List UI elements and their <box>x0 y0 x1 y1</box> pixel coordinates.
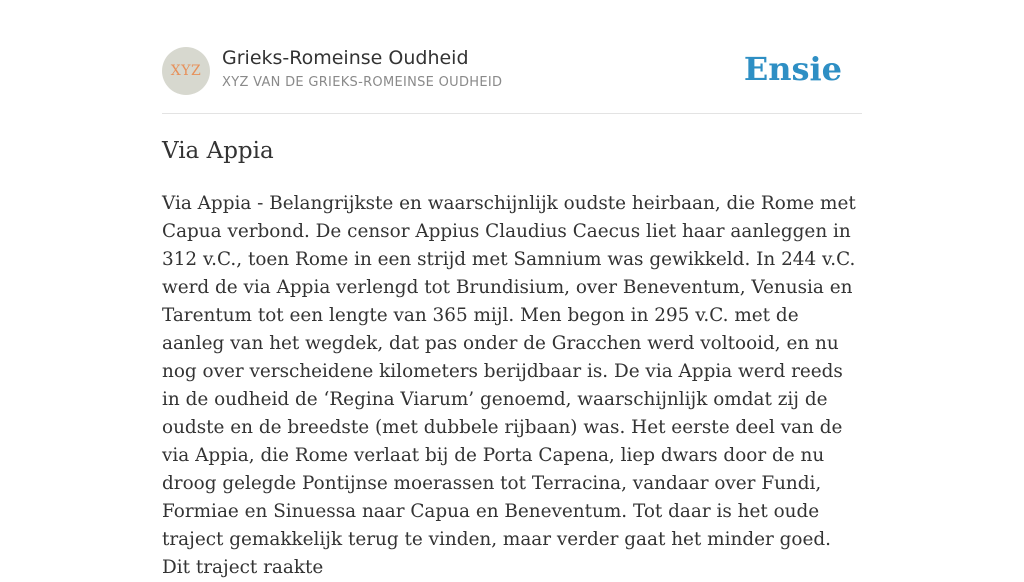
source-header <box>162 46 862 96</box>
source-name-link[interactable]: Grieks-Romeinse Oudheid <box>222 47 469 69</box>
ensie-logo-link[interactable]: Ensie <box>743 50 842 88</box>
header-divider <box>162 113 862 114</box>
article-body: Via Appia - Belangrijkste en waarschijnlijk oudste heirbaan, die Rome met Capua verbond. De censor Appius Claudius Caecus liet haar aanleggen in 312 v.C., toen Rome in een strijd met Samnium was gewikkeld. In 244 v.C. werd de via Appia verlengd tot Brundisium, over Beneventum, Venusia en Tarentum tot een lengte van 365 mijl. Men begon in 295 v.C. met de aanleg van het wegdek, dat pas onder de Gracchen werd voltooid, en nu nog over verscheidene kilometers berijdbaar is. De via Appia werd reeds in de oudheid de ‘Regina Viarum’ genoemd, waarschijnlijk omdat zij de oudste en de breedste (met dubbele rijbaan) was. Het eerste deel van de via Appia, die Rome verlaat bij de Porta Capena, liep dwars door de nu droog gelegde Pontijnse moerassen tot Terracina, vandaar over Fundi, Formiae en Sinuessa naar Capua en Beneventum. Tot daar is het oude traject gemakkelijk terug te vinden, maar verder gaat het minder goed. Dit traject raakte <box>162 193 856 578</box>
source-avatar[interactable]: XYZ <box>162 47 210 95</box>
source-subtitle: XYZ VAN DE GRIEKS-ROMEINSE OUDHEID <box>222 75 503 90</box>
article-title: Via Appia <box>162 138 274 164</box>
